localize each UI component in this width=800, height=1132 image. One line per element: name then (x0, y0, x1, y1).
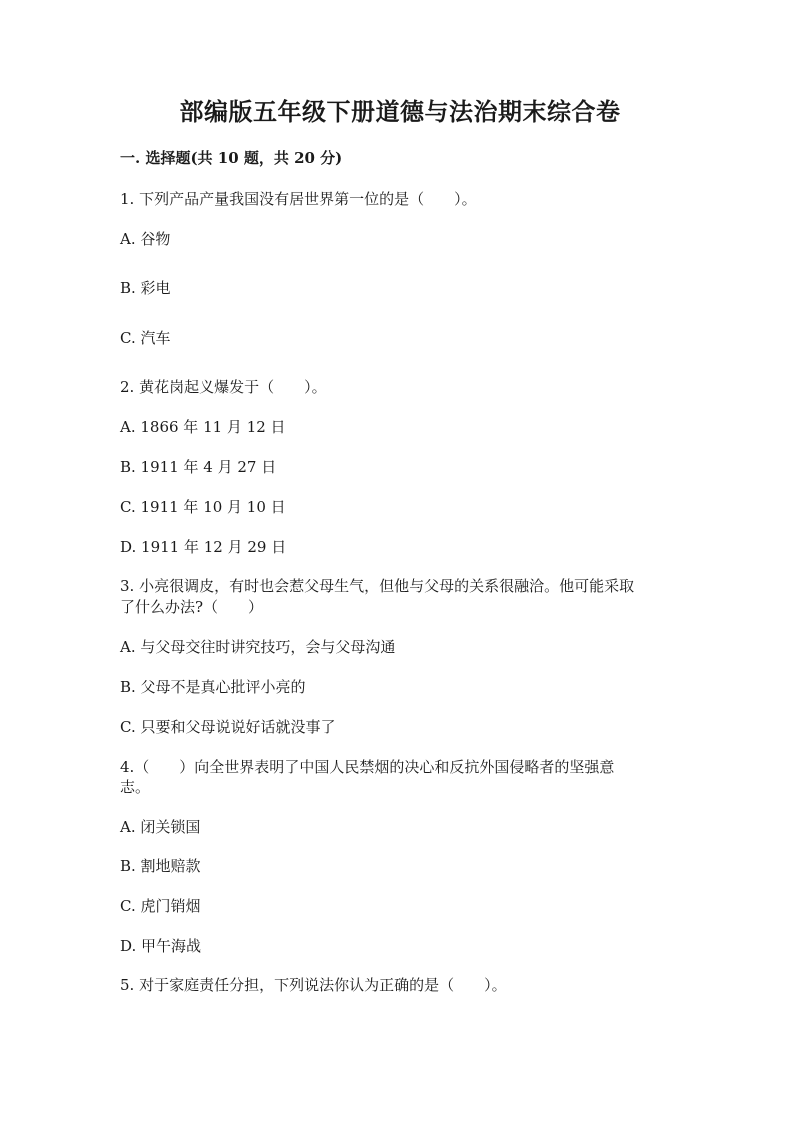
question-2-option-b: B. 1911 年 4 月 27 日 (120, 458, 277, 476)
question-3-option-b: B. 父母不是真心批评小亮的 (120, 678, 306, 696)
question-2-option-d: D. 1911 年 12 月 29 日 (120, 538, 287, 556)
question-3-option-a: A. 与父母交往时讲究技巧，会与父母沟通 (120, 638, 396, 656)
question-3-option-c: C. 只要和父母说说好话就没事了 (120, 718, 336, 736)
question-2-option-c: C. 1911 年 10 月 10 日 (120, 498, 286, 516)
question-5-stem-line-1: 5. 对于家庭责任分担，下列说法你认为正确的是（ ）。 (120, 976, 507, 994)
question-2-option-a: A. 1866 年 11 月 12 日 (120, 418, 286, 436)
page-title: 部编版五年级下册道德与法治期末综合卷 (179, 97, 621, 126)
question-4-option-b: B. 割地赔款 (120, 857, 201, 875)
question-4-stem-line-2: 志。 (120, 778, 151, 796)
question-4-option-d: D. 甲午海战 (120, 937, 202, 955)
question-1-option-b: B. 彩电 (120, 279, 171, 297)
question-2-stem-line-1: 2. 黄花岗起义爆发于（ ）。 (120, 378, 327, 396)
question-1-option-a: A. 谷物 (120, 230, 171, 248)
section-heading: 一. 选择题(共 10 题，共 20 分) (120, 149, 343, 167)
question-1-option-c: C. 汽车 (120, 329, 171, 347)
question-3-stem-line-2: 了什么办法?（ ） (120, 598, 264, 616)
question-1-stem-line-1: 1. 下列产品产量我国没有居世界第一位的是（ ）。 (120, 190, 477, 208)
question-4-option-a: A. 闭关锁国 (120, 818, 201, 836)
question-4-option-c: C. 虎门销烟 (120, 897, 201, 915)
question-4-stem-line-1: 4.（ ）向全世界表明了中国人民禁烟的决心和反抗外国侵略者的坚强意 (120, 758, 615, 776)
question-3-stem-line-1: 3. 小亮很调皮，有时也会惹父母生气，但他与父母的关系很融洽。他可能采取 (120, 577, 635, 595)
